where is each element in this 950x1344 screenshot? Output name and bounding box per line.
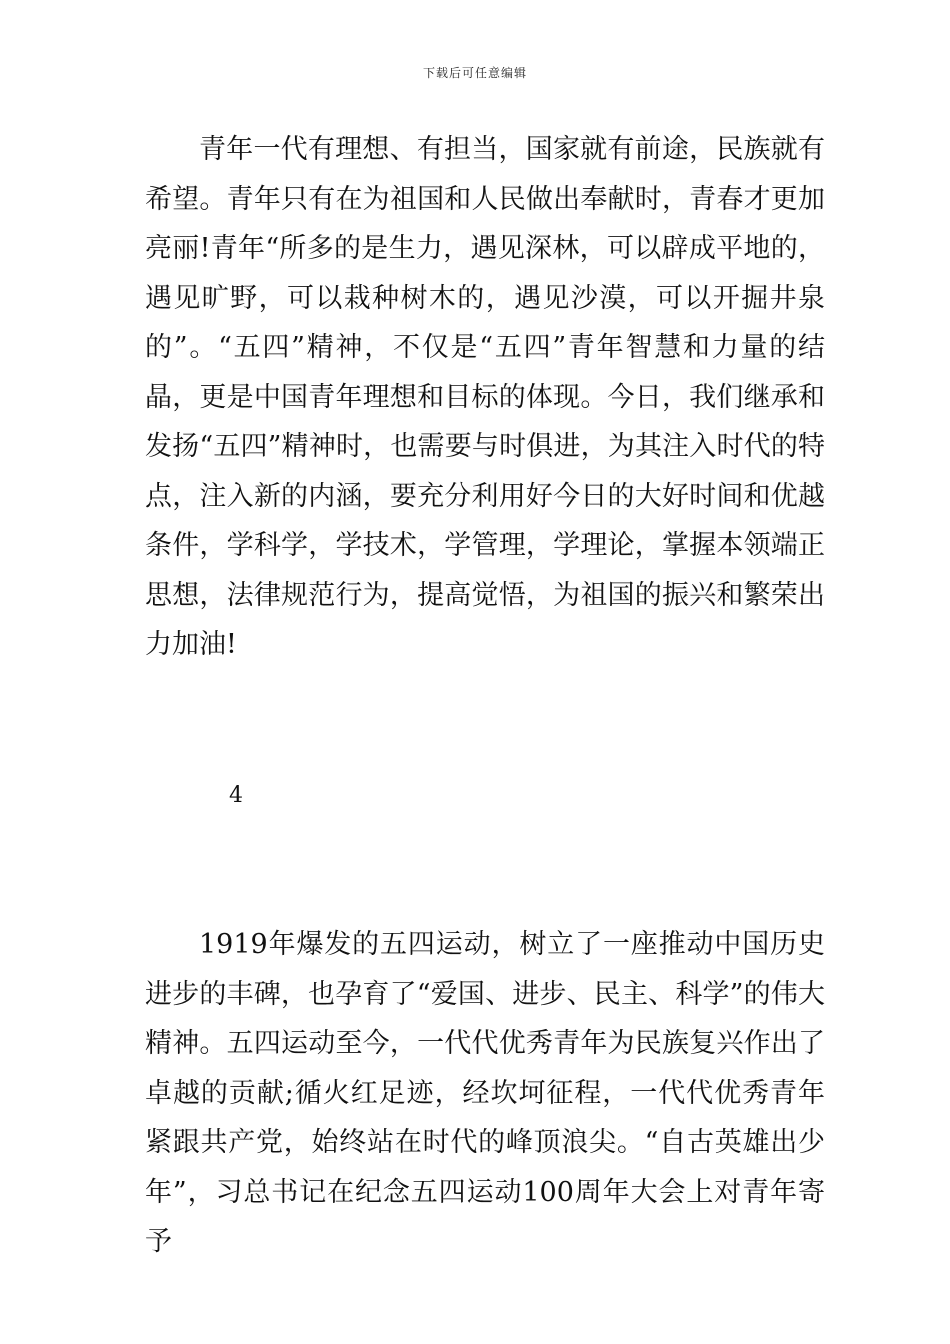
page-number: 4 <box>229 783 243 808</box>
page-header: 下载后可任意编辑 <box>422 66 527 80</box>
body-paragraph-1: 青年一代有理想、有担当，国家就有前途，民族就有希望。青年只有在为祖国和人民做出奉献时，青春才更加亮丽!青年“所多的是生力，遇见深林，可以辟成平地的，遇见旷野，可以栽种树木的，遇见沙漠，可以开掘井泉的”。“五四”精神，不仅是“五四”青年智慧和力量的结晶，更是中国青年理想和目标的体现。今日，我们继承和发扬“五四”精神时，也需要与时俱进，为其注入时代的特点，注入新的内涵，要充分利用好今日的大好时间和优越条件，学科学，学技术，学管理，学理论，掌握本领端正思想，法律规范行为，提高觉悟，为祖国的振兴和繁荣出力加油! <box>145 134 825 660</box>
body-paragraph-2: 1919年爆发的五四运动，树立了一座推动中国历史进步的丰碑，也孕育了“爱国、进步、民主、科学”的伟大精神。五四运动至今，一代代优秀青年为民族复兴作出了卓越的贡献;循火红足迹，经坎坷征程，一代代优秀青年紧跟共产党，始终站在时代的峰顶浪尖。“自古英雄出少年”，习总书记在纪念五四运动100周年大会上对青年寄予 <box>145 929 825 1257</box>
